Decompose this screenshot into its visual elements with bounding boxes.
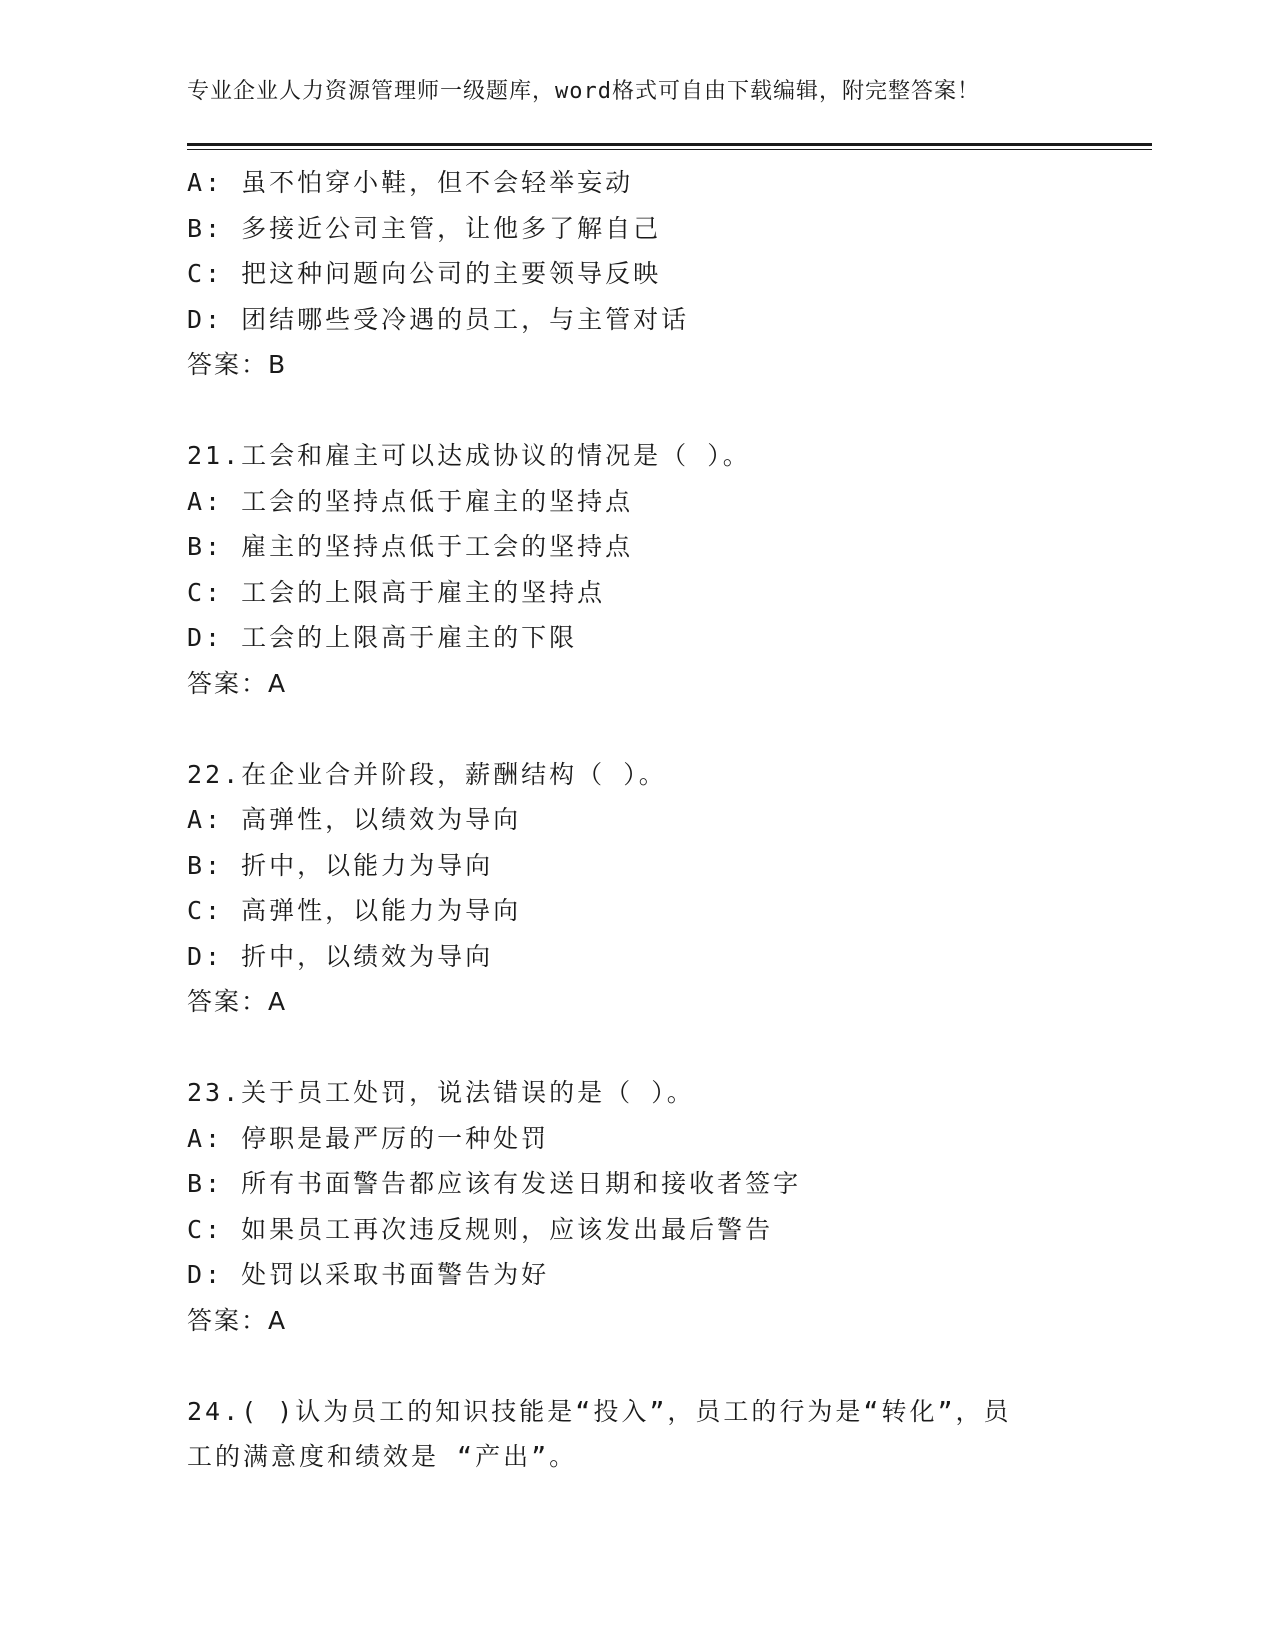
header-rule-thin xyxy=(187,149,1152,150)
spacer xyxy=(187,1343,1087,1389)
question-stem-line-2: 工的满意度和绩效是 “产出”。 xyxy=(187,1442,578,1471)
question-20-partial xyxy=(187,160,1087,388)
option-c: C: 工会的上限高于雇主的坚持点 xyxy=(187,577,606,607)
option-c: C: 如果员工再次违反规则，应该发出最后警告 xyxy=(187,1214,774,1244)
answer-line: 答案：A xyxy=(187,1305,288,1335)
option-c: C: 高弹性，以能力为导向 xyxy=(187,896,522,925)
option-b: B: 所有书面警告都应该有发送日期和接收者签字 xyxy=(187,1169,802,1198)
option-b: B: 折中，以能力为导向 xyxy=(187,850,494,880)
spacer xyxy=(187,1025,1087,1071)
header-rule-thick xyxy=(187,143,1152,146)
answer-line: 答案：B xyxy=(187,350,288,379)
question-stem: 22.在企业合并阶段，薪酬结构（ ）。 xyxy=(187,759,667,789)
option-a: A: 高弹性，以绩效为导向 xyxy=(187,805,522,834)
answer-line: 答案：A xyxy=(187,987,288,1016)
option-b: B: 多接近公司主管，让他多了解自己 xyxy=(187,213,662,243)
option-d: D: 折中，以绩效为导向 xyxy=(187,941,494,971)
option-d: D: 处罚以采取书面警告为好 xyxy=(187,1260,550,1289)
question-23 xyxy=(187,1070,1087,1343)
question-24 xyxy=(187,1389,1087,1480)
question-22 xyxy=(187,752,1087,1025)
document-body xyxy=(187,160,1087,1480)
option-a: A: 停职是最严厉的一种处罚 xyxy=(187,1123,550,1153)
option-c: C: 把这种问题向公司的主要领导反映 xyxy=(187,259,662,288)
question-stem: 23.关于员工处罚，说法错误的是（ ）。 xyxy=(187,1078,695,1107)
spacer xyxy=(187,388,1087,434)
question-stem-line-1: 24.( )认为员工的知识技能是“投入”，员工的行为是“转化”，员 xyxy=(187,1396,1012,1426)
option-a: A: 工会的坚持点低于雇主的坚持点 xyxy=(187,486,634,516)
page-header: 专业企业人力资源管理师一级题库，word格式可自由下载编辑，附完整答案！ xyxy=(187,79,980,104)
option-b: B: 雇主的坚持点低于工会的坚持点 xyxy=(187,532,634,561)
option-a: A: 虽不怕穿小鞋，但不会轻举妄动 xyxy=(187,168,634,197)
option-d: D: 团结哪些受冷遇的员工，与主管对话 xyxy=(187,304,690,334)
answer-line: 答案：A xyxy=(187,668,288,698)
spacer xyxy=(187,706,1087,752)
option-d: D: 工会的上限高于雇主的下限 xyxy=(187,623,578,652)
question-stem: 21.工会和雇主可以达成协议的情况是（ ）。 xyxy=(187,441,751,470)
question-21 xyxy=(187,433,1087,706)
